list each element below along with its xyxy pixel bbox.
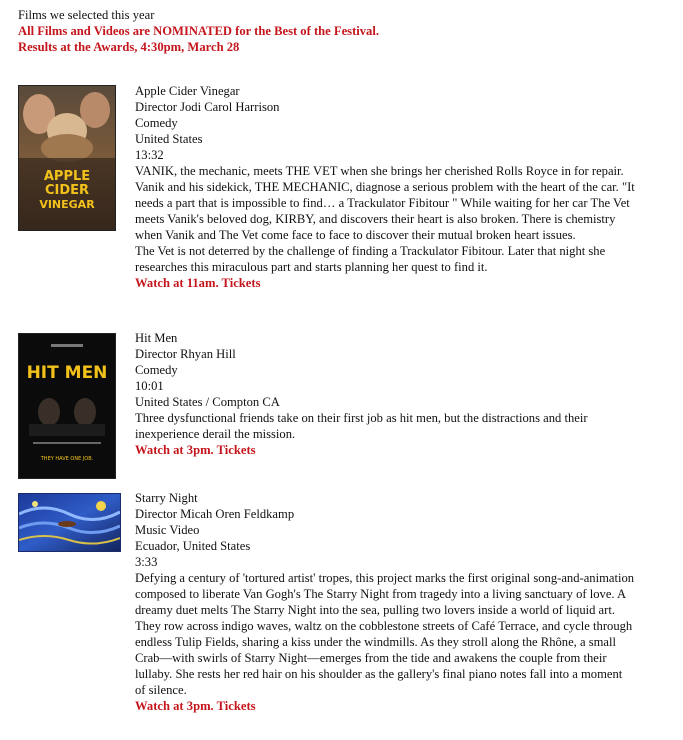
poster-image (19, 86, 115, 230)
header-nomination-notice: All Films and Videos are NOMINATED for the Best of the Festival. (18, 24, 379, 38)
film-info (135, 490, 635, 714)
film-runtime: 13:32 (135, 148, 164, 162)
film-genre: Comedy (135, 116, 178, 130)
poster-starry-night[interactable] (18, 493, 121, 552)
tickets-link[interactable]: Watch at 11am. Tickets (135, 276, 261, 290)
film-country: Ecuador, United States (135, 539, 251, 553)
header-results-notice: Results at the Awards, 4:30pm, March 28 (18, 40, 240, 54)
film-title: Starry Night (135, 491, 198, 505)
film-director: Director Jodi Carol Harrison (135, 100, 280, 114)
film-country: United States / Compton CA (135, 395, 280, 409)
film-runtime: 3:33 (135, 555, 158, 569)
poster-hit-men[interactable] (18, 333, 116, 479)
film-description-continued: The Vet is not deterred by the challenge of finding a Trackulator Fibitour. Later that night she researches this miraculous part and starts planning her quest to find it. (135, 244, 606, 274)
poster-image (19, 334, 115, 478)
film-director: Director Rhyan Hill (135, 347, 236, 361)
poster-tagline: THEY HAVE ONE JOB. (40, 456, 94, 462)
film-description: VANIK, the mechanic, meets THE VET when she brings her cherished Rolls Royce in for repair. Vanik and his sidekick, THE MECHANIC, diagnose a serious problem with the heart of the car. "It needs a part that is impossible to find… a Trackulator Fibitour " While waiting for her car The Vet meets Vanik's beloved dog, KIRBY, and discovers their heart is also broken. There is chemistry when Vanik and The Vet come face to face to discover their mutual broken heart issues. (135, 164, 635, 242)
film-description: Defying a century of 'tortured artist' tropes, this project marks the first original song-and-animation composed to liberate Van Gogh's The Starry Night from tragedy into a living sanctuary of love. A dreamy duet melts The Starry Night into the sea, pulling two lovers inside a world of liquid art. They row across indigo waves, waltz on the cobblestone streets of Café Terrace, and cycle through endless Tulip Fields, sharing a kiss under the windmills. As they stroll along the Rhône, a small Crab—with swirls of Starry Night—emerges from the tide and awakens the couple from their lullaby. She rests her red hair on his shoulder as the gallery's final piano notes fall into a moment of silence. (135, 571, 635, 697)
film-info (135, 330, 635, 458)
tickets-link[interactable]: Watch at 3pm. Tickets (135, 699, 256, 713)
film-title: Apple Cider Vinegar (135, 84, 240, 98)
film-country: United States (135, 132, 203, 146)
poster-title-line-2: CIDER (44, 183, 90, 198)
page-header (18, 7, 678, 55)
film-director: Director Micah Oren Feldkamp (135, 507, 295, 521)
film-genre: Music Video (135, 523, 200, 537)
poster-title-line-1: APPLE (43, 169, 91, 184)
poster-apple-cider-vinegar[interactable] (18, 85, 116, 231)
film-info (135, 83, 635, 291)
poster-image (19, 494, 120, 551)
film-genre: Comedy (135, 363, 178, 377)
film-title: Hit Men (135, 331, 178, 345)
film-description: Three dysfunctional friends take on their first job as hit men, but the distractions and their inexperience derail the mission. (135, 411, 588, 441)
film-runtime: 10:01 (135, 379, 164, 393)
poster-title-line-3: VINEGAR (39, 198, 95, 211)
header-intro: Films we selected this year (18, 8, 155, 22)
poster-title: HIT MEN (26, 363, 108, 383)
tickets-link[interactable]: Watch at 3pm. Tickets (135, 443, 256, 457)
